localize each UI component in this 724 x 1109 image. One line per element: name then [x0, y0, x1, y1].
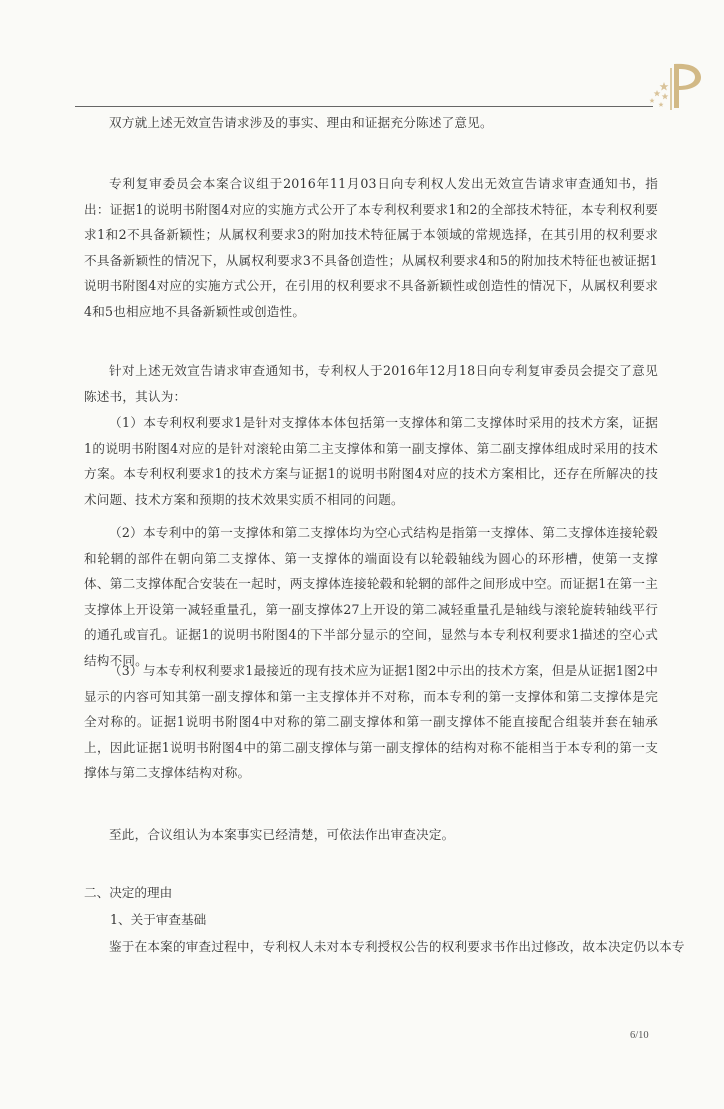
star-icon	[654, 90, 661, 96]
paragraph: （1）本专利权利要求1是针对支撑体本体包括第一支撑体和第二支撑体时采用的技术方案，证据1的说明书附图4对应的是针对滚轮由第二主支撑体和第一副支撑体、第二副支撑体组成时采用的技术方案。本专利权利要求1的技术方案与证据1的说明书附图4对应的技术方案相比，还存在所解决的技术问题、技术方案和预期的技术效果实质不相同的问题。	[84, 415, 658, 507]
paragraph: （2）本专利中的第一支撑体和第二支撑体均为空心式结构是指第一支撑体、第二支撑体连接轮毂和轮辋的部件在朝向第二支撑体、第一支撑体的端面设有以轮毂轴线为圆心的环形槽，使第一支撑体、第二支撑体配合安装在一起时，两支撑体连接轮毂和轮辋的部件之间形成中空。而证据1在第一主支撑体上开设第一减轻重量孔，第一副支撑体27上开设的第二减轻重量孔是轴线与滚轮旋转轴线平行的通孔或盲孔。证据1的说明书附图4的下半部分显示的空间，显然与本专利权利要求1描述的空心式结构不同。	[84, 525, 658, 668]
header-divider	[75, 106, 653, 107]
page-number: 6/10	[630, 1030, 649, 1041]
star-icon	[649, 98, 654, 103]
paragraph: （3）与本专利权利要求1最接近的现有技术应为证据1图2中示出的技术方案，但是从证据1图2中显示的内容可知其第一副支撑体和第一主支撑体并不对称，而本专利的第一支撑体和第二支撑体是完全对称的。证据1说明书附图4中对称的第二副支撑体和第一副支撑体不能直接配合组装并套在轴承上，因此证据1说明书附图4中的第二副支撑体与第一副支撑体的结构对称不能相当于本专利的第一支撑体与第二支撑体结构对称。	[84, 663, 658, 780]
star-icon	[660, 82, 669, 91]
paragraph: 鉴于在本案的审查过程中，专利权人未对本专利授权公告的权利要求书作出过修改，故本决定仍以本专	[109, 939, 685, 954]
emblem-mark	[674, 64, 701, 108]
paragraph: 专利复审委员会本案合议组于2016年11月03日向专利权人发出无效宣告请求审查通知书，指出：证据1的说明书附图4对应的实施方式公开了本专利权利要求1和2的全部技术特征，本专利权利要求1和2不具备新颖性；从属权利要求3的附加技术特征属于本领域的常规选择，在其引用的权利要求不具备新颖性的情况下，从属权利要求3不具备创造性；从属权利要求4和5的附加技术特征也被证据1说明书附图4对应的实施方式公开，在引用的权利要求不具备新颖性或创造性的情况下，从属权利要求4和5也相应地不具备新颖性或创造性。	[84, 176, 658, 319]
subsection-heading: 1、关于审查基础	[110, 912, 207, 927]
star-icon	[662, 93, 669, 99]
star-icon	[658, 102, 663, 107]
paragraph: 双方就上述无效宣告请求涉及的事实、理由和证据充分陈述了意见。	[109, 115, 493, 130]
paragraph: 至此，合议组认为本案事实已经清楚，可依法作出审查决定。	[109, 827, 455, 842]
cnipa-emblem-icon	[644, 60, 712, 112]
section-heading: 二、决定的理由	[84, 885, 173, 900]
paragraph: 针对上述无效宣告请求审查通知书，专利权人于2016年12月18日向专利复审委员会提交了意见陈述书，其认为：	[84, 363, 658, 404]
